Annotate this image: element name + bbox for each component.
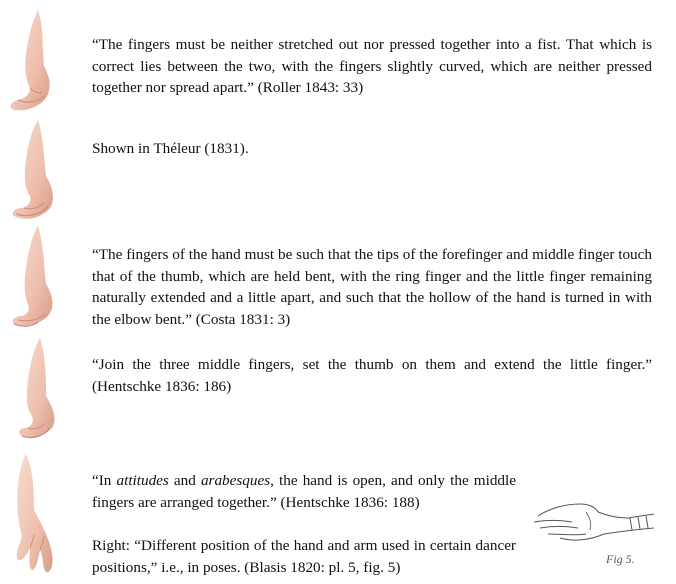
entry-text: “In attitudes and arabesques, the hand is open, and only the middle fingers are arranged together.” (Hentschke 1836: 188)	[92, 472, 516, 511]
hand-position-image	[4, 8, 76, 112]
hand-position-image	[4, 452, 76, 576]
entry-text: “Join the three middle fingers, set the thumb on them and extend the little finger.” (Hentschke 1836: 186)	[92, 356, 652, 395]
entry-text: Shown in Théleur (1831).	[92, 140, 249, 157]
entry-text: “The fingers must be neither stretched out nor pressed together into a fist. That which is correct lies between the two, with the fingers slightly curved, which are neither pressed together nor spread apart.” (Roller 1843: 33)	[92, 36, 652, 97]
entry-text: “The fingers of the hand must be such that the tips of the forefinger and middle finger touch that of the thumb, which are held bent, with the ring finger and the little finger remaining naturally extended and a little apart, and such that the hollow of the hand is turned in with the elbow bent.” (Costa 1831: 3)	[92, 246, 652, 328]
hand-position-image	[4, 336, 76, 442]
entry-text-block	[92, 470, 516, 578]
hand-position-image	[4, 224, 76, 330]
figure-label: Fig 5.	[606, 552, 635, 566]
engraving-figure	[530, 490, 658, 570]
figure-caption: Right: “Different position of the hand and arm used in certain dancer positions,” i.e., in poses. (Blasis 1820: pl. 5, fig. 5)	[92, 537, 516, 576]
hand-position-image	[4, 118, 76, 222]
